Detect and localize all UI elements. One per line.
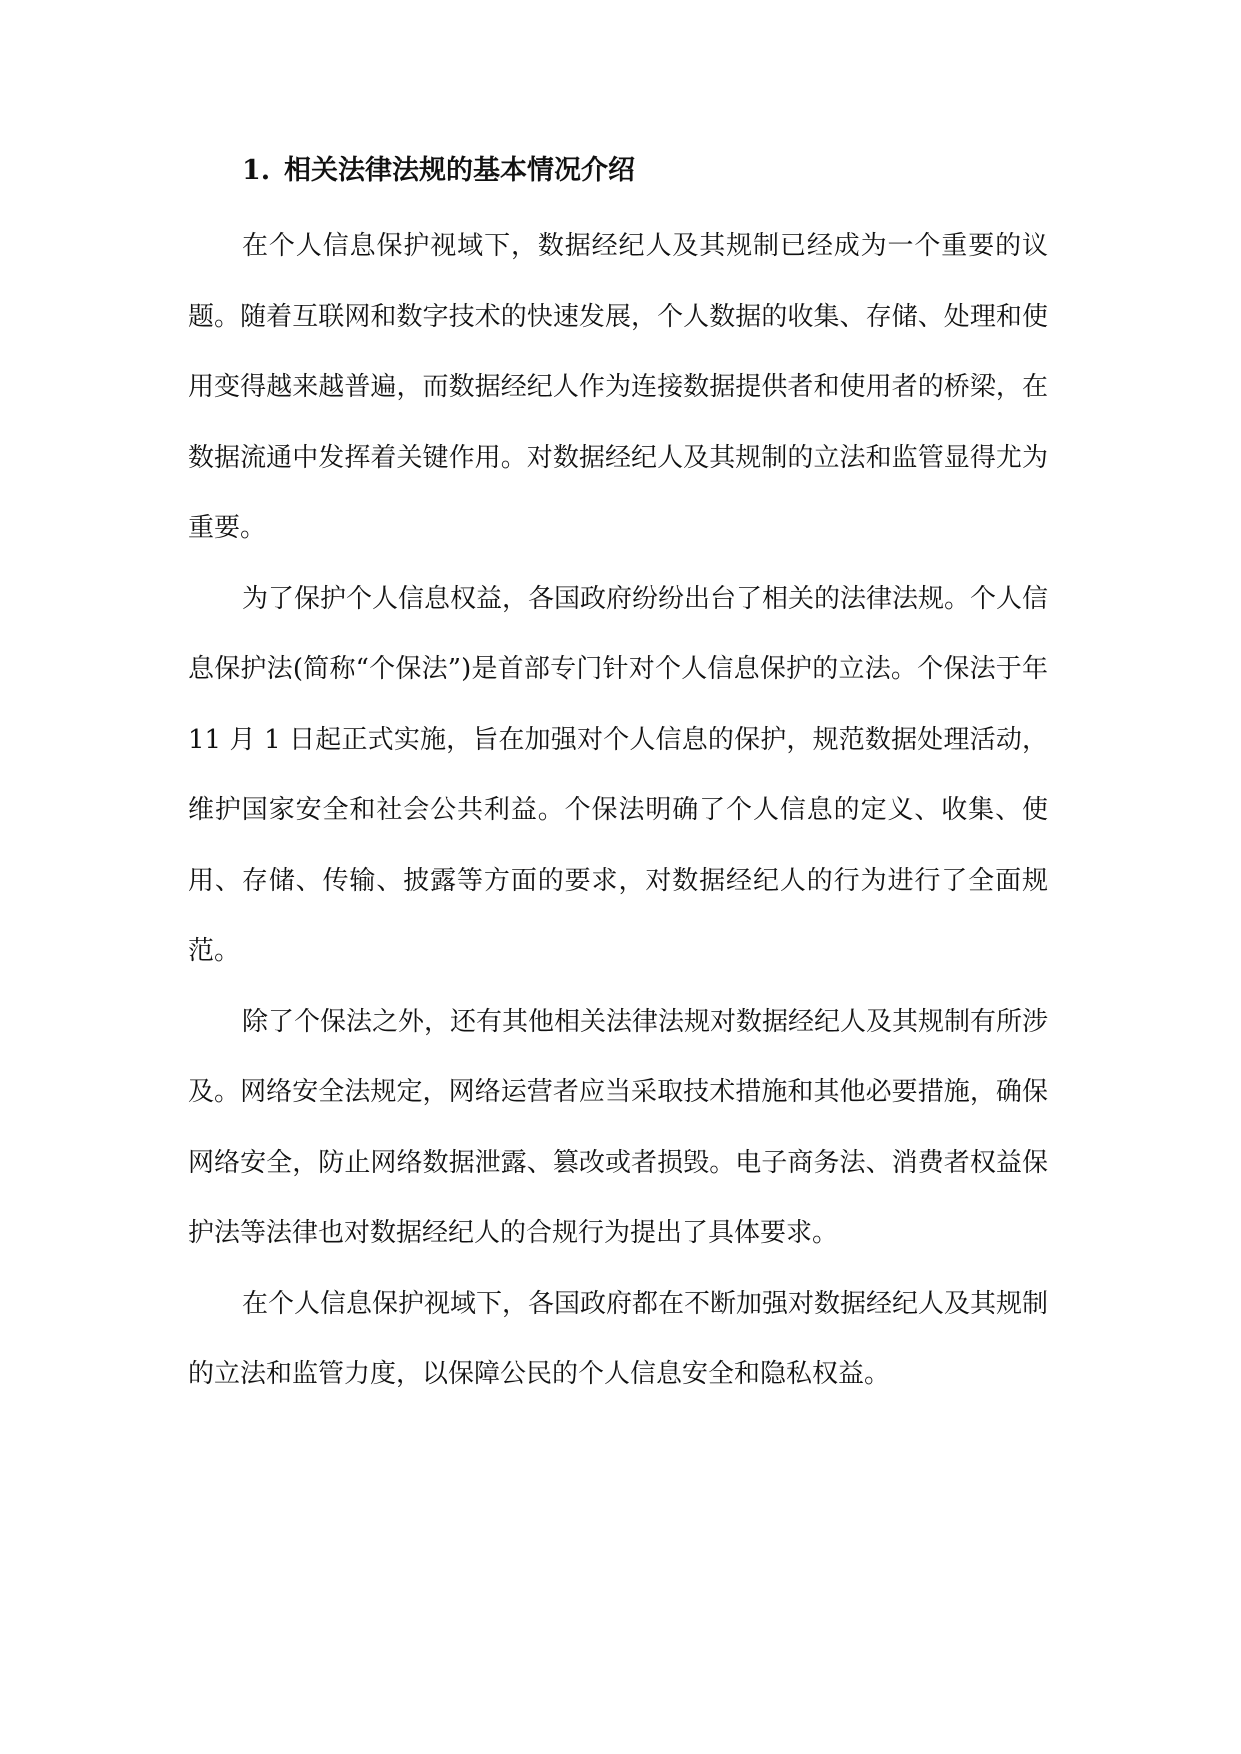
paragraph-3: 除了个保法之外，还有其他相关法律法规对数据经纪人及其规制有所涉及。网络安全法规定，网络运营者应当采取技术措施和其他必要措施，确保网络安全，防止网络数据泄露、篡改或者损毁。电子商务法、消费者权益保护法等法律也对数据经纪人的合规行为提出了具体要求。: [188, 1006, 1049, 1248]
paragraph-2: 为了保护个人信息权益，各国政府纷纷出台了相关的法律法规。个人信息保护法(简称“个保法”)是首部专门针对个人信息保护的立法。个保法于年 11 月 1 日起正式实施，旨在加强对个人信息的保护，规范数据处理活动，维护国家安全和社会公共利益。个保法明确了个人信息的定义、收集、使用、存储、传输、披露等方面的要求，对数据经纪人的行为进行了全面规范。: [188, 583, 1049, 966]
section-heading: [188, 148, 1048, 194]
paragraph-4: 在个人信息保护视域下，各国政府都在不断加强对数据经纪人及其规制的立法和监管力度，以保障公民的个人信息安全和隐私权益。: [188, 1288, 1049, 1389]
paragraph-1: 在个人信息保护视域下，数据经纪人及其规制已经成为一个重要的议题。随着互联网和数字技术的快速发展，个人数据的收集、存储、处理和使用变得越来越普遍，而数据经纪人作为连接数据提供者和使用者的桥梁，在数据流通中发挥着关键作用。对数据经纪人及其规制的立法和监管显得尤为重要。: [188, 231, 1048, 543]
section-title: 相关法律法规的基本情况介绍: [284, 155, 635, 186]
document-body: [188, 148, 1048, 1410]
section-number: 1.: [242, 155, 271, 186]
